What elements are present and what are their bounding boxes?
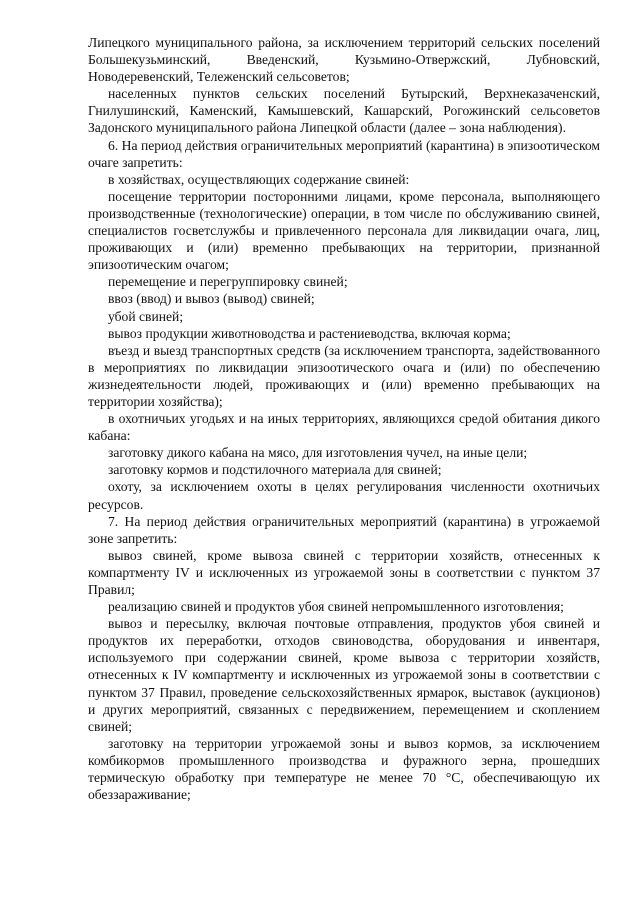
paragraph: вывоз и пересылку, включая почтовые отправления, продуктов убоя свиней и продуктов их переработки, отходов свиноводства, оборудования и инвентаря, используемого при содержании свиней, кроме вывоза с территории хозяйств, отнесенных к IV компартменту и исключенных из угрожаемой зоны в соответствии с пунктом 37 Правил, проведение сельскохозяйственных ярмарок, выставок (аукционов) и других мероприятий, связанных с передвижением, перемещением и скоплением свиней; [88,616,600,734]
paragraph: вывоз продукции животноводства и растениеводства, включая корма; [108,325,511,341]
paragraph: реализацию свиней и продуктов убоя свиней непромышленного изготовления; [108,599,564,615]
paragraph: въезд и выезд транспортных средств (за исключением транспорта, задействованного в мероприятиях по ликвидации эпизоотического очага и (или) по обеспечению жизнедеятельности людей, проживающих и (или) временно пребывающих на территории хозяйства); [88,342,600,409]
paragraph: Липецкого муниципального района, за исключением территорий сельских поселений Большекузьминский, Введенский, Кузьмино-Отвержский, Лубновский, Новодеревенский, Тележенский сельсоветов; [88,35,600,85]
paragraph: в хозяйствах, осуществляющих содержание свиней: [108,171,410,187]
paragraph: 7. На период действия ограничительных мероприятий (карантина) в угрожаемой зоне запретить: [88,513,600,546]
paragraph: заготовку на территории угрожаемой зоны и вывоз кормов, за исключением комбикормов промышленного производства и фуражного зерна, прошедших термическую обработку при температуре не менее 70 °С, обеспечивающую их обеззараживание; [88,735,600,803]
paragraph: заготовку кормов и подстилочного материала для свиней; [108,462,442,478]
paragraph: посещение территории посторонними лицами, кроме персонала, выполняющего производственные (технологические) операции, в том числе по обслуживанию свиней, специалистов госветслужбы и привлеченного персонала для ликвидации очага, лиц, проживающих и (или) временно пребывающих на территории, признанной эпизоотическим очагом; [88,188,600,273]
paragraph: 6. На период действия ограничительных мероприятий (карантина) в эпизоотическом очаге запретить: [88,137,600,170]
paragraph: убой свиней; [108,308,184,324]
paragraph: вывоз свиней, кроме вывоза свиней с территории хозяйств, отнесенных к компартменту IV и исключенных из угрожаемой зоны в соответствии с пунктом 37 Правил; [88,547,600,597]
paragraph: заготовку дикого кабана на мясо, для изготовления чучел, на иные цели; [108,445,528,461]
paragraph: в охотничьих угодьях и на иных территориях, являющихся средой обитания дикого кабана: [88,411,600,444]
paragraph: охоту, за исключением охоты в целях регулирования численности охотничьих ресурсов. [88,479,600,512]
paragraph: перемещение и перегруппировку свиней; [108,274,348,290]
paragraph: ввоз (ввод) и вывоз (вывод) свиней; [108,291,315,307]
paragraph: населенных пунктов сельских поселений Бутырский, Верхнеказаченский, Гнилушинский, Каменский, Камышевский, Кашарский, Рогожинский сельсоветов Задонского муниципального района Липецкой области (далее – зона наблюдения). [88,86,600,136]
